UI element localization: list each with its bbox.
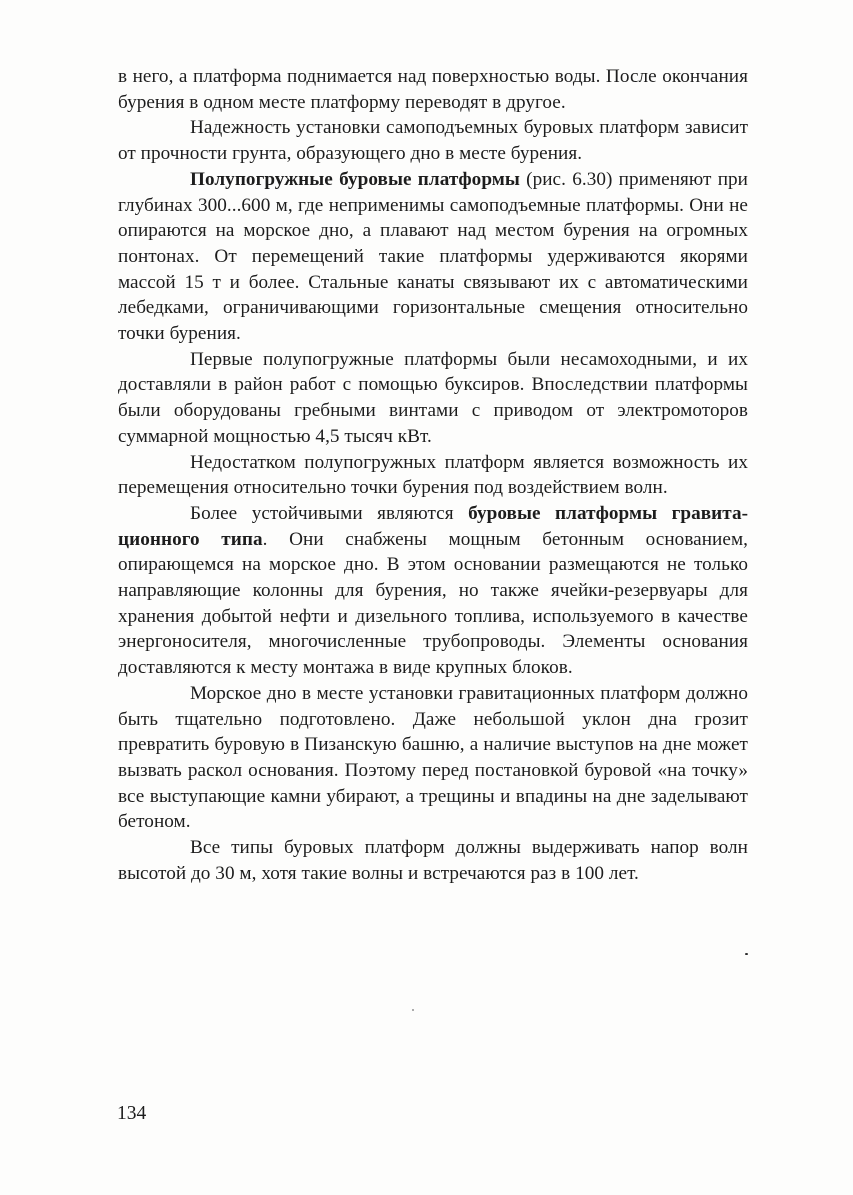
text-segment: . Они снабжены мощным бетонным основанием, опирающемся на морское дно. В этом основании размещаются не только направляющие колонны для бурения, но также ячейки-резервуары для хранения добытой нефти и дизельного топлива, используемого в качестве энергоносителя, многочисленные трубопроводы. Элементы основания доставляются к месту монтажа в виде крупных блоков. [118,528,748,679]
text-segment: Морское дно в месте установки гравитационных платформ должно быть тщательно подготовлено. Даже небольшой уклон дна грозит превратить буровую в Пизанскую башню, а наличие выступов на дне может вызвать раскол основания. Поэтому перед постановкой буровой «на точку» все выступающие камни убирают, а трещины и впадины на дне заделывают бетоном. [118,682,748,833]
bold-term: Полупогружные буровые платформы [190,168,520,190]
scan-speck [745,953,748,955]
scan-speck [412,1009,414,1011]
paragraph [118,115,748,166]
text-segment: Надежность установки самоподъемных буровых платформ зависит от прочности грунта, образующего дно в месте бурения. [118,117,748,165]
text-segment: Более устойчивыми являются [190,502,469,524]
bold-term: буровые платформы гравитационного типа [118,502,748,550]
paragraph [118,501,748,681]
text-segment: в него, а платформа поднимается над поверхностью воды. После окончания бурения в одном месте платформу переводят в другое. [118,66,748,113]
page-number: 134 [117,1103,147,1124]
paragraph [118,681,748,835]
text-segment: (рис. 6.30) применяют при глубинах 300...600 м, где неприменимы самоподъемные платформы. Они не опираются на морское дно, а плавают над местом бурения на огромных понтонах. От перемещений такие платформы удерживаются якорями массой 15 т и более. Стальные канаты связывают их с автоматическими лебедками, ограничивающими горизонтальные смещения относительно точки бурения. [118,168,748,345]
paragraph [118,167,748,347]
paragraph [118,450,748,501]
paragraph [118,835,748,886]
paragraph [118,347,748,450]
text-segment: Все типы буровых платформ должны выдерживать напор волн высотой до 30 м, хотя такие волны и встречаются раз в 100 лет. [118,837,748,884]
body-text [118,64,748,887]
text-segment: Недостатком полупогружных платформ является возможность их перемещения относительно точки бурения под воздействием волн. [118,451,748,499]
text-segment: Первые полупогружные платформы были несамоходными, и их доставляли в район работ с помощью буксиров. Впоследствии платформы были оборудованы гребными винтами с приводом от электромоторов суммарной мощностью 4,5 тысяч кВт. [118,348,748,447]
paragraph [118,64,748,115]
